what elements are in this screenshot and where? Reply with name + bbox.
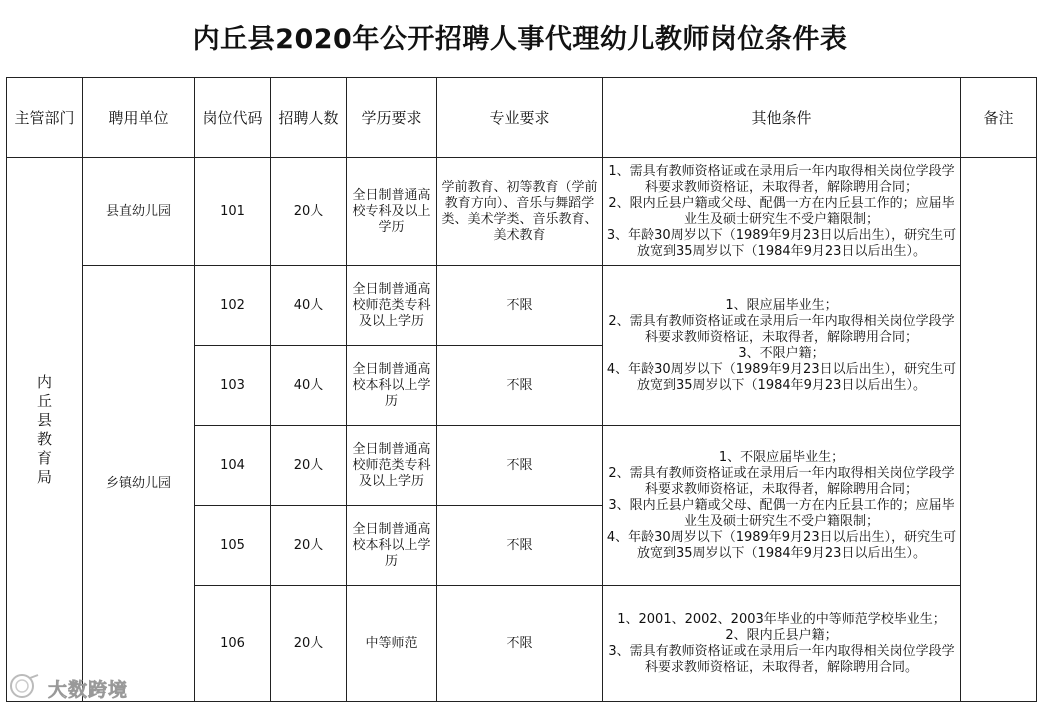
major-cell: 不限 — [437, 506, 603, 586]
condition-line: 1、限应届毕业生； — [725, 297, 838, 313]
education-cell: 全日制普通高校本科以上学历 — [347, 506, 437, 586]
condition-line: 2、需具有教师资格证或在录用后一年内取得相关岗位学段学科要求教师资格证，未取得者，解除聘用合同； — [608, 313, 955, 345]
table-row — [7, 158, 1037, 266]
header-major: 专业要求 — [437, 78, 603, 158]
count-cell: 40人 — [271, 266, 347, 346]
watermark-text: 大数跨境 — [48, 679, 129, 701]
education-cell: 全日制普通高校师范类专科及以上学历 — [347, 426, 437, 506]
department-label: 内丘县教育局 — [36, 372, 52, 486]
count-cell: 20人 — [271, 426, 347, 506]
code-cell: 102 — [195, 266, 271, 346]
department-cell — [7, 158, 83, 702]
major-cell: 不限 — [437, 586, 603, 702]
unit-cell: 县直幼儿园 — [83, 158, 195, 266]
header-conditions: 其他条件 — [603, 78, 961, 158]
conditions-cell — [603, 586, 961, 702]
count-cell: 20人 — [271, 506, 347, 586]
page-title: 内丘县2020年公开招聘人事代理幼儿教师岗位条件表 — [192, 24, 848, 55]
code-cell: 103 — [195, 346, 271, 426]
major-cell: 学前教育、初等教育（学前教育方向）、音乐与舞蹈学类、美术学类、音乐教育、美术教育 — [437, 158, 603, 266]
conditions-cell — [603, 426, 961, 586]
watermark — [8, 672, 148, 700]
condition-line: 4、年龄30周岁以下（1989年9月23日以后出生），研究生可放宽到35周岁以下（1984年9月23日以后出生）。 — [606, 529, 957, 561]
conditions-cell — [603, 266, 961, 426]
major-cell: 不限 — [437, 346, 603, 426]
header-code: 岗位代码 — [195, 78, 271, 158]
notes-cell — [961, 158, 1037, 702]
education-cell: 全日制普通高校本科以上学历 — [347, 346, 437, 426]
code-cell: 105 — [195, 506, 271, 586]
count-cell: 40人 — [271, 346, 347, 426]
condition-line: 3、限内丘县户籍或父母、配偶一方在内丘县工作的；应届毕业生及硕士研究生不受户籍限制； — [608, 497, 955, 529]
code-cell: 101 — [195, 158, 271, 266]
major-cell: 不限 — [437, 426, 603, 506]
condition-line: 2、限内丘县户籍或父母、配偶一方在内丘县工作的；应届毕业生及硕士研究生不受户籍限制； — [608, 195, 955, 227]
watermark-logo-icon — [8, 672, 42, 700]
header-department: 主管部门 — [7, 78, 83, 158]
count-cell: 20人 — [271, 586, 347, 702]
code-cell: 104 — [195, 426, 271, 506]
education-cell: 全日制普通高校专科及以上学历 — [347, 158, 437, 266]
education-cell: 中等师范 — [347, 586, 437, 702]
condition-line: 1、需具有教师资格证或在录用后一年内取得相关岗位学段学科要求教师资格证，未取得者，解除聘用合同； — [608, 163, 955, 195]
condition-line: 1、不限应届毕业生； — [718, 449, 845, 465]
condition-line: 3、年龄30周岁以下（1989年9月23日以后出生），研究生可放宽到35周岁以下（1984年9月23日以后出生）。 — [606, 227, 957, 259]
header-notes: 备注 — [961, 78, 1037, 158]
header-education: 学历要求 — [347, 78, 437, 158]
major-cell: 不限 — [437, 266, 603, 346]
unit-cell: 乡镇幼儿园 — [83, 266, 195, 702]
conditions-cell — [603, 158, 961, 266]
education-cell: 全日制普通高校师范类专科及以上学历 — [347, 266, 437, 346]
count-cell: 20人 — [271, 158, 347, 266]
condition-line: 3、需具有教师资格证或在录用后一年内取得相关岗位学段学科要求教师资格证，未取得者，解除聘用合同。 — [608, 643, 955, 675]
header-unit: 聘用单位 — [83, 78, 195, 158]
header-count: 招聘人数 — [271, 78, 347, 158]
condition-line: 2、限内丘县户籍； — [725, 627, 838, 643]
header-row — [7, 78, 1037, 158]
condition-line: 2、需具有教师资格证或在录用后一年内取得相关岗位学段学科要求教师资格证，未取得者，解除聘用合同； — [608, 465, 955, 497]
position-conditions-table — [6, 77, 1037, 702]
condition-line: 4、年龄30周岁以下（1989年9月23日以后出生），研究生可放宽到35周岁以下（1984年9月23日以后出生）。 — [606, 361, 957, 393]
condition-line: 3、不限户籍； — [738, 345, 825, 361]
condition-line: 1、2001、2002、2003年毕业的中等师范学校毕业生； — [617, 611, 946, 627]
code-cell: 106 — [195, 586, 271, 702]
table-row — [7, 266, 1037, 346]
